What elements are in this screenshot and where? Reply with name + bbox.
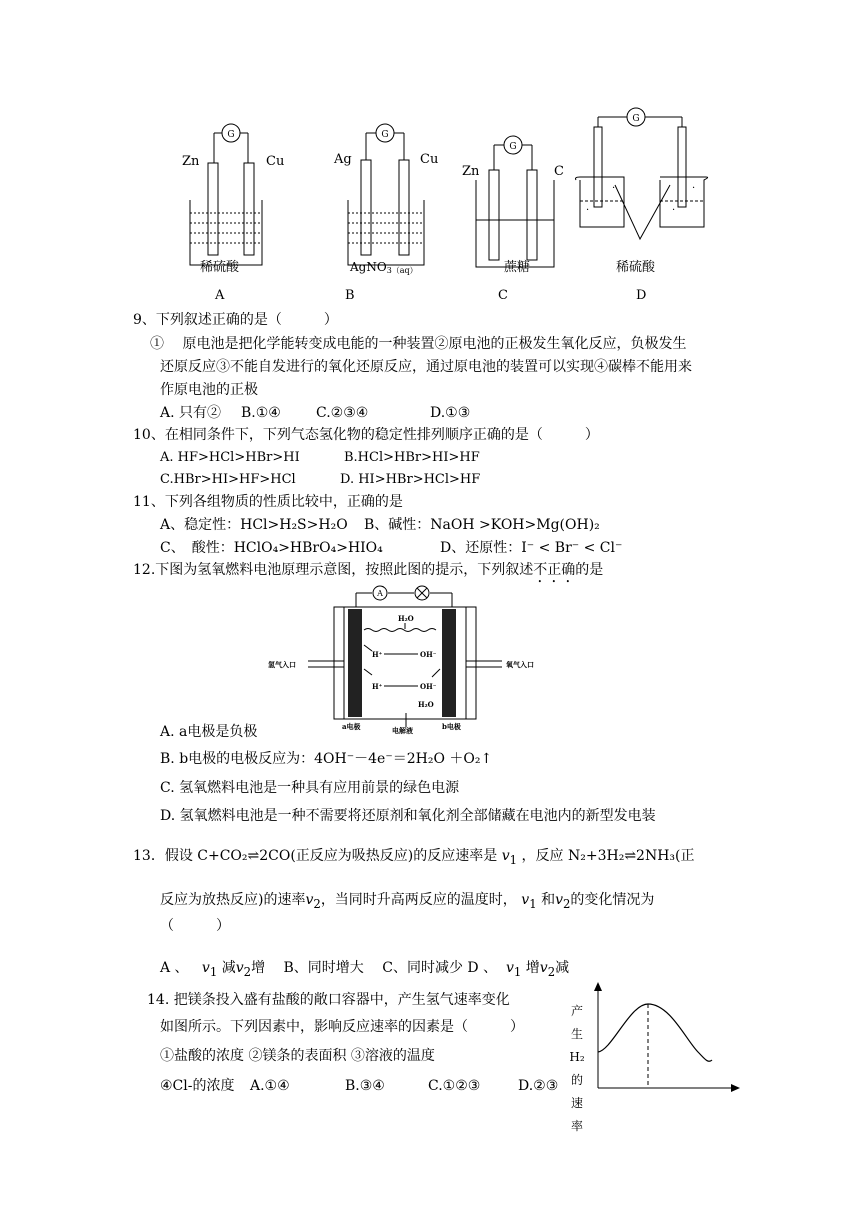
svg-text:a电极: a电极 (342, 722, 361, 731)
svg-text:C: C (498, 288, 508, 303)
svg-text:G: G (227, 130, 235, 140)
svg-text:稀硫酸: 稀硫酸 (200, 260, 240, 275)
q12-option-b: B. b电极的电极反应为：4OH⁻－4e⁻＝2H₂O ＋O₂↑ (160, 751, 493, 767)
svg-text:·: · (586, 205, 590, 216)
q14-option-a: A.①④ (250, 1078, 290, 1094)
q14-line1: 14. 把镁条投入盛有盐酸的敞口容器中，产生氢气速率变化 (147, 992, 510, 1008)
q13-line1: 13．假设 C+CO₂⇌2CO(正反应为吸热反应)的反应速率是 $v_1$ ，反应 N₂+3H₂⇌2NH₃(正 (133, 848, 695, 867)
q13-line2: 反应为放热反应)的速率$v_2$，当同时升高两反应的温度时， $v_1$ 和$v_2$的变化情况为 (160, 892, 655, 911)
svg-text:Cu: Cu (420, 152, 439, 167)
q14-ylabel: 产 生 H₂ 的 速 率 (569, 1004, 585, 1133)
q9-option-c: C.②③④ (316, 405, 369, 421)
q11-option-c: C、 酸性：HClO₄>HBrO₄>HIO₄ (160, 540, 383, 556)
q14-option-c: C.①②③ (428, 1078, 481, 1094)
cell-d (576, 108, 708, 303)
q9-option-b: B.①④ (241, 405, 281, 421)
svg-text:H₂O: H₂O (418, 700, 434, 709)
q12-option-d: D. 氢氧燃料电池是一种不需要将还原剂和氧化剂全部储藏在电池内的新型发电装 (160, 808, 656, 824)
q10-option-c: C.HBr>HI>HF>HCl (160, 472, 296, 487)
cell-c (462, 136, 564, 303)
svg-text:稀硫酸: 稀硫酸 (616, 260, 656, 275)
q12-option-a: A. a电极是负极 (160, 724, 258, 740)
q10-option-b: B.HCl>HBr>HI>HF (344, 450, 480, 465)
cell-a (182, 124, 284, 303)
equilibrium-arrow-icon: ⇌ (247, 848, 260, 864)
q11-option-d: D、还原性：I⁻ < Br⁻ < Cl⁻ (440, 540, 623, 556)
svg-text:G: G (632, 114, 640, 124)
svg-text:A: A (377, 589, 383, 598)
q10-option-d: D. HI>HBr>HCl>HF (340, 472, 481, 487)
svg-text:H⁺: H⁺ (372, 650, 383, 659)
q10-stem: 10、在相同条件下，下列气态氢化物的稳定性排列顺序正确的是（ ） (133, 427, 599, 443)
svg-text:H₂O: H₂O (398, 614, 414, 623)
cell-b (333, 124, 438, 303)
svg-text:·: · (692, 183, 696, 194)
q9-line3: 作原电池的正极 (160, 382, 258, 398)
svg-text:C: C (554, 164, 564, 179)
q12-option-c: C. 氢氧燃料电池是一种具有应用前景的绿色电源 (160, 780, 460, 796)
q11-option-a: A、稳定性：HCl>H₂S>H₂O (160, 517, 348, 533)
equilibrium-arrow-icon: ⇌ (624, 848, 637, 864)
q9-stem: 9、下列叙述正确的是（ ） (133, 312, 338, 328)
svg-text:OH⁻: OH⁻ (420, 682, 437, 691)
q9-option-a: A. 只有② (160, 405, 222, 421)
svg-text:·: · (672, 205, 676, 216)
svg-text:Cu: Cu (266, 154, 285, 169)
svg-text:G: G (509, 142, 517, 152)
q9-line1: ① 原电池是把化学能转变成电能的一种装置②原电池的正极发生氧化反应，负极发生 (150, 336, 687, 352)
cells-figure (170, 105, 730, 305)
q9-line2: 还原反应③不能自发进行的氧化还原反应，通过原电池的装置可以实现④碳棒不能用来 (160, 359, 692, 375)
svg-text:氧气入口: 氧气入口 (506, 660, 534, 669)
svg-text:H⁺: H⁺ (372, 682, 383, 691)
q11-option-b: B、碱性：NaOH >KOH>Mg(OH)₂ (364, 517, 600, 533)
fuel-cell-diagram (268, 585, 568, 735)
svg-text:Ag: Ag (334, 152, 352, 167)
q14-line2: 如图所示。下列因素中，影响反应速率的因素是（ ） (160, 1019, 524, 1035)
svg-text:氢气入口: 氢气入口 (268, 660, 296, 669)
svg-text:B: B (345, 288, 355, 303)
svg-text:OH⁻: OH⁻ (420, 650, 437, 659)
svg-text:A: A (215, 288, 225, 303)
q11-stem: 11、下列各组物质的性质比较中，正确的是 (133, 494, 403, 510)
q14-option-b: B.③④ (345, 1078, 385, 1094)
svg-text:·: · (612, 183, 616, 194)
svg-text:Zn: Zn (462, 164, 480, 179)
q12-stem: 12.下图为氢氧燃料电池原理示意图，按照此图的提示，下列叙述不正确的是 (133, 562, 604, 578)
svg-text:b电极: b电极 (442, 722, 461, 731)
q13-options: A 、 $v_1$ 减$v_2$增 B、同时增大 C、同时减少 D 、 $v_1$ 增$v_2$减 (160, 960, 570, 979)
svg-text:蔗糖: 蔗糖 (504, 260, 531, 275)
q9-option-d: D.①③ (430, 405, 471, 421)
q14-line3: ①盐酸的浓度 ②镁条的表面积 ③溶液的温度 (160, 1048, 435, 1064)
svg-text:AgNO3（aq）: AgNO3（aq） (350, 260, 418, 275)
svg-text:D: D (636, 288, 647, 303)
svg-text:电解液: 电解液 (392, 726, 413, 735)
svg-text:G: G (381, 130, 389, 140)
q10-option-a: A. HF>HCl>HBr>HI (160, 450, 300, 465)
q14-line4: ④Cl-的浓度 (160, 1078, 235, 1094)
q13-line3: （ ） (160, 918, 230, 934)
svg-text:Zn: Zn (182, 154, 200, 169)
q14-rate-curve (590, 980, 740, 1092)
q14-option-d: D.②③ (518, 1078, 559, 1094)
